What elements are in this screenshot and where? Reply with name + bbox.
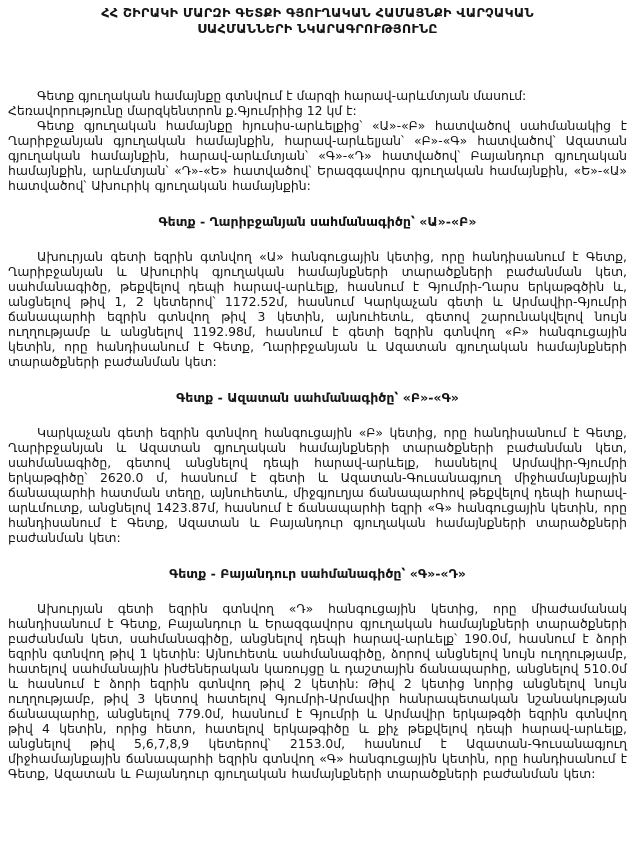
section-heading-gharibjanyan: Գետք - Ղարիբջանյան սահմանագիծը՝ «Ա»-«Բ» (158, 214, 477, 229)
intro-borders-paragraph: Գետք գյուղական համայնքը հյուսիս-արևելքից՝ «Ա»-«Բ» հատվածով սահմանակից է Ղարիբջանյան գյուղական համայնքին, հարավ-արևելյան՝ «Բ»-«Գ» հատվածով՝ Ազատան գյուղական համայնքին, հարավ-արևմտյան՝ «Գ»-«Դ» հատվածով՝ Բայանդուր գյուղական համայնքին, արևմտյան՝ «Դ»-«Ե» հատվածով՝ Երազգավորս գյուղական համայնքին, «Ե»-«Ա» հատվածով՝ Ախուրիկ գյուղական համայնքին: (8, 118, 627, 193)
section-gharibjanyan (8, 214, 627, 369)
section-body-azatan: Կարկաչան գետի եզրին գտնվող հանգուցային «Բ» կետից, որը հանդիսանում է Գետք, Ղարիբջանյան և Ազատան գյուղական համայնքների տարածքների բաժանման կետ, սահմանագիծը, գետով անցնելով դեպի հարավ-արևելք, հասնելով Արմավիր-Գյումրի երկաթգիծը՝ 2620.0 մ, հասնում է գետի և Ազատան-Գուսանագյուղ միջհամայնքային ճանապարհի հատման տեղը, այնուհետև, միջգյուղյա ճանապարհով թեքվելով դեպի հարավ-արևմուտք, անցնելով 1423.87մ, հասնում է ճանապարհի եզրի «Գ» հանգուցային կետին, որը հանդիսանում է Գետք, Ազատան և Բայանդուր գյուղական համայնքների տարածքների բաժանման կետ: (8, 425, 627, 545)
section-azatan (8, 390, 627, 545)
document-title-line-2: ՍԱՀՄԱՆՆԵՐԻ ՆԿԱՐԱԳՐՈՒԹՅՈՒՆԸ (197, 21, 438, 37)
intro-block (8, 88, 627, 193)
section-body-bayandur: Ախուրյան գետի եզրին գտնվող «Դ» հանգուցային կետից, որը միաժամանակ հանդիսանում է Գետք, Բայանդուր և Երազգավորս գյուղական համայնքների տարածքների բաժանման կետ, սահմանագիծը, անցնելով դեպի հարավ-արևելք՝ 190.0մ, հասնում է ձորի եզրին գտնվող թիվ 1 կետին: Այնուհետև սահմանագիծը, ձորով անցնելով նույն ուղղությամբ, հատելով սահմանային ինժեներական կառույցը և դաշտային ճանապարհը, անցնելով 510.0մ և հասնում է ձորի եզրին գտնվող թիվ 2 կետին: Թիվ 2 կետից նորից անցնելով նույն ուղղությամբ, թիվ 3 կետով հատելով Գյումրի-Արմավիր հանրապետական նշանակության ճանապարհը, անցնելով 779.0մ, հասնում է Գյումրի և Արմավիր երկաթգծի եզրին գտնվող թիվ 4 կետին, որից հետո, հատելով երկաթգիծը և քիչ թեքվելով դեպի հարավ-արևելք, անցնելով թիվ 5,6,7,8,9 կետերով՝ 2153.0մ, հասնում է Ազատան-Գուսանագյուղ միջհամայնքային ճանապարհի եզրին գտնվող «Գ» հանգուցային կետին, որը հանդիսանում է Գետք, Ազատան և Բայանդուր գյուղական համայնքների տարածքների բաժանման կետ: (8, 601, 627, 781)
intro-distance-line: Հեռավորությունը մարզկենտրոն ք.Գյումրիից 12 կմ է: (8, 103, 357, 118)
section-body-gharibjanyan: Ախուրյան գետի եզրին գտնվող «Ա» հանգուցային կետից, որը հանդիսանում է Գետք, Ղարիբջանյան և Ախուրիկ գյուղական համայնքների տարածքների բաժանման կետ, սահմանագիծը, թեքվելով դեպի հարավ-արևելք, հասնում է Գյումրի-Ղարս երկաթգծին և, անցնելով թիվ 1, 2 կետերով՝ 1172.52մ, հասնում Կարկաչան գետի և Արմավիր-Գյումրի ճանապարհի եզրին գտնվող թիվ 3 կետին, այնուհետև, գետով շարունակվելով նույն ուղղությամբ և անցնելով 1192.98մ, հասնում է գետի եզրին գտնվող «Բ» հանգուցային կետին, որը հանդիսանում է Գետք, Ղարիբջանյան և Ազատան գյուղական համայնքների տարածքների բաժանման կետ: (8, 249, 627, 369)
intro-location-line: Գետք գյուղական համայնքը գտնվում է մարզի հարավ-արևմտյան մասում: (37, 88, 527, 103)
document-title-line-1: ՀՀ ՇԻՐԱԿԻ ՄԱՐԶԻ ԳԵՏՔԻ ԳՅՈՒՂԱԿԱՆ ՀԱՄԱՅՆՔԻ ՎԱՐՉԱԿԱՆ (101, 6, 534, 21)
section-heading-bayandur: Գետք - Բայանդուր սահմանագիծը՝ «Գ»-«Դ» (169, 566, 466, 581)
document-title (8, 6, 627, 37)
section-heading-azatan: Գետք - Ազատան սահմանագիծը՝ «Բ»-«Գ» (176, 390, 459, 405)
section-bayandur (8, 566, 627, 781)
